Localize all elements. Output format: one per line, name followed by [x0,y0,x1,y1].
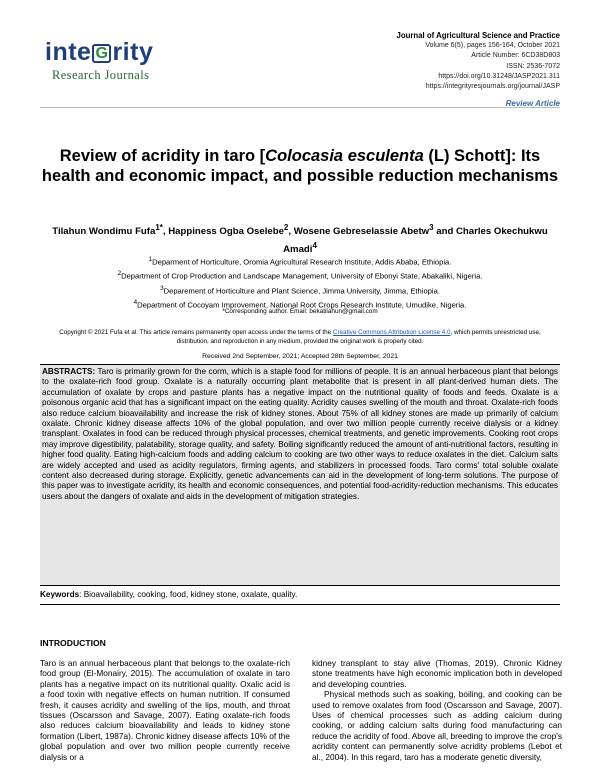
header-divider [40,107,560,108]
abstract-text: Taro is primarily grown for the corm, which is a staple food for millions of people. It is an annual herbaceous plant that belongs to the oxalate-rich food group. Oxalate is a naturally occurring plant metabolite that is present in all plant-derived human diets. The accumulation of oxalate by crops and pasture plants has a negative impact on the nutritional quality of foods and feeds. Oxalate is a poisonous organic acid that has a significant impact on the eating quality. Acridity causes swelling of the mouth and throat. Oxalate-rich foods also reduce calcium bioavailability and increase the risk of kidney stones. About 75% of all kidney stones are made up primarily of calcium oxalate. Chronic kidney disease affects 10% of the global population, and over two million people currently receive dialysis or a kidney transplant. Oxalates in food can be reduced through physical processes, chemical treatments, and genetic improvements. Cooking root crops may improve digestibility, palatability, storage quality, and safety. Boiling significantly reduced the amount of anti-nutritional factors, resulting in higher food quality. Eating high-calcium foods and adding calcium to cooking are two other ways to reduce oxalates in the diet. Calcium salts are widely accepted and used as acidity regulators, firming agents, and stabilizers in processed foods. Taro corms' total soluble oxalate content also decreased during storage. Explicitly, genetic advancements can aid in the development of long-term solutions. The purpose of this paper was to investigate acridity, its health and economic consequences, and potential food-acridity-reduction mechanisms. This educates users about the dangers of oxalate and aids in the development of mitigation strategies. [42,367,558,501]
logo-wordmark: inte G rity [45,38,154,66]
logo-g-icon: G [92,44,111,63]
paragraph: kidney transplant to stay alive (Thomas, 2019). Chronic Kidney stone treatments have high economic implication both in developed and developing countries. [312,658,562,689]
affiliation-item: $^4$Department of Cocoyam Improvement, National Root Crops Research Institute, Umudike, Nigeria. [133,298,467,310]
journal-url-link[interactable]: https://integrityresjournals.org/journal/JASP [425,83,560,91]
license-link[interactable]: Creative Commons Attribution License 4.0 [332,329,451,336]
keywords-label: Keywords [40,590,80,599]
paragraph: Physical methods such as soaking, boiling, and cooking can be used to remove oxalates from food (Oscarsson and Savage, 2007). Uses of chemical processes such as adding calcium during cooking, or adding calcium salts during food manufacturing can reduce the acridity of food. Above all, breeding to improve the crop's acridity content can permanently solve acridity problems (Lebot et al., 2004). In this regard, taro has a moderate genetic diversity, [312,689,562,762]
affiliations [40,254,560,311]
journal-info [397,31,561,92]
journal-volume: Volume 6(5), pages 156-164, October 2021 [425,42,560,50]
affiliation-item: $^1$Deparment of Horticulture, Oromia Agricultural Research Institute, Addis Ababa, Ethiopia. [148,256,452,267]
keywords [40,589,560,605]
body-column-left [40,658,290,762]
paragraph: Taro is an annual herbaceous plant that belongs to the oxalate-rich food group (El-Monairy, 2015). The accumulation of oxalate in taro plants has a negative impact on its nutritional quality. Oxalic acid is a food toxin with negative effects on human nutrition. If consumed fresh, it causes acridity and swelling of the lips, mouth, and throat tissues (Oscarsson and Savage, 2007). Eating oxalate-rich foods also reduces calcium bioavailability and leads to kidney stone formation (Libert, 1987a). Chronic kidney disease affects 10% of the global population and over two million people currently receive dialysis or a [40,658,290,762]
abstract [40,364,560,586]
affiliation-item: $^2$Department of Crop Production and Landscape Management, University of Ebonyi State, Abakaliki, Nigeria. [117,270,483,281]
affiliation-item: $^3$Deparement of Horticulture and Plant Science, Jimma University, Jimma, Ethiopia. [160,284,440,296]
body-column-right [312,658,562,762]
article-type-label: Review Article [505,99,560,108]
doi-link[interactable]: https://doi.org/10.31248/JASP2021.311 [438,72,560,80]
received-dates: Received 2nd September, 2021; Accepted 28th September, 2021 [202,353,398,360]
abstract-label: ABSTRACTS: [42,367,96,376]
logo-subtitle: Research Journals [52,68,150,82]
publisher-logo [45,38,180,83]
copyright-notice: Copyright © 2021 Fufa et al. This article remains permanently open access under the terms of the Creative Commons Attribution License 4.0, which permits unrestricted use, distribution, and reproduction in any medium, provided the original work is properly cited. [59,329,541,345]
article-number: Article Number: 6CD38D803 [471,52,560,60]
author-list: Tilahun Wondimu Fufa$^{1*}$, Happiness Ogba Oselebe$^2$, Wosene Gebreselassie Abetw$^3$ and Charles Okechukwu Amadi$^4$ [52,223,548,256]
issn: ISSN: 2536-7072 [506,62,560,70]
section-heading-introduction: INTRODUCTION [40,638,106,648]
keywords-text: : Bioavailability, cooking, food, kidney stone, oxalate, quality. [79,590,298,599]
article-title: Review of acridity in taro [Colocasia esculenta (L) Schott]: Its health and economic impact, and possible reduction mechanisms [41,147,559,185]
journal-name: Journal of Agricultural Science and Practice [396,31,560,40]
corresponding-author: *Corresponding author. Email: bekatilahun@gmail.com [222,308,378,315]
